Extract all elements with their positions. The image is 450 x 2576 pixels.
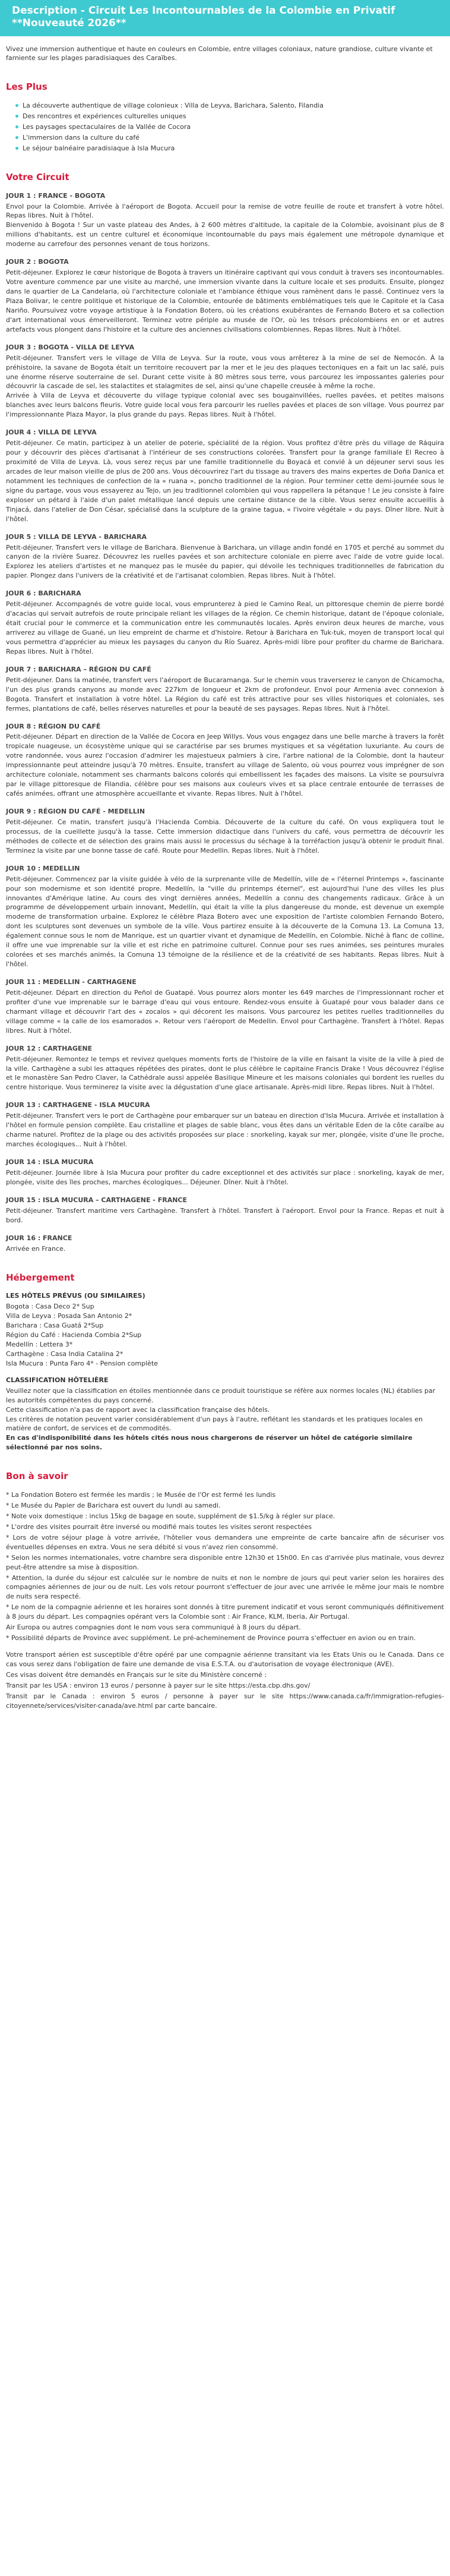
day-title: JOUR 3 : BOGOTA - VILLA DE LEYVA	[6, 343, 135, 351]
bon-line: * La Fondation Botero est fermée les mardis ; le Musée de l'Or est fermé les lundis	[6, 1491, 276, 1499]
day-block	[6, 864, 444, 969]
day-title: JOUR 4 : VILLA DE LEYVA	[6, 428, 97, 437]
plus-item: Le séjour balnéaire paradisiaque à Isla Mucura	[23, 144, 450, 153]
day-description: Petit-déjeuner. Commencez par la visite guidée à vélo de la surprenante ville de Medellín, ville de « l'éternel Printemps », fascinante pour son modernisme et son identité propre. Medellín, la "ville du printemps éternel", est aujourd'hui l'une des villes les plus innovantes d'Amérique latine. Au cours des vingt dernières années, Medellín a connu des changements radicaux. Grâce à un programme de développement urbain innovant, Medellín, qui était la ville la plus dangereuse du monde, est devenue un exemple moderne de transformation urbaine. Explorez le célèbre Plaza Botero avec une exposition de l'artiste colombien Fernando Botero, dont les sculptures sont devenues un symbole de la ville. Vous partirez ensuite à la découverte de la Comuna 13. La Comuna 13, également connue sous le nom de Manrique, est un quartier vivant et dynamique de Medellín, en Colombie. Niché à flanc de colline, il offre une vue imprenable sur la ville et est riche en patrimoine culturel. Connue pour ses rues animées, ses peintures murales colorées et ses marchés animés, la Comuna 13 témoigne de la résilience et de la créativité de ses habitants. Repas libres. Nuit à l'hôtel.	[6, 875, 444, 969]
day-block	[6, 1044, 444, 1093]
bon-line: * Possibilité départs de Province avec supplément. Le pré-acheminement de Province pourra s'effectuer en avion ou en train.	[6, 1634, 416, 1642]
hotel-line: Isla Mucura : Punta Faro 4* - Pension complète	[6, 1359, 159, 1367]
hotel-line: Carthagène : Casa India Catalina 2*	[6, 1350, 123, 1358]
hebergement-heading: Hébergement	[6, 1272, 75, 1283]
hotels-title: LES HÔTELS PRÉVUS (OU SIMILAIRES)	[6, 1292, 145, 1300]
day-title: JOUR 11 : MEDELLIN - CARTHAGENE	[6, 978, 137, 986]
day-block	[6, 1196, 444, 1225]
bon-paragraphs	[6, 1650, 444, 1711]
day-title: JOUR 1 : FRANCE - BOGOTA	[6, 191, 106, 200]
day-description: Petit-déjeuner. Départ en direction de la Vallée de Cocora en Jeep Willys. Vous vous engagez dans une belle marche à travers la forêt tropicale nuageuse, un écosystème unique qui se caractérise par ses brumes mystiques et sa végétation luxuriante. Au cours de votre randonnée, vous aurez l'occasion d'admirer les majestueux palmiers à cire, l'arbre national de la Colombie, dont la hauteur impressionnante peut atteindre jusqu'à 70 mètres. Ensuite, transfert au village de Salento, où vous pourrez vous imprégner de son architecture coloniale, notamment ses charmants balcons colorés qui embellissent les façades des maisons. La visite se poursuivra par le village pittoresque de Filandia, célèbre pour ses maisons aux couleurs vives et sa place centrale entourée de terrasses de cafés animées, offrant une atmosphère accueillante et vivante. Repas libres. Nuit à l'hôtel.	[6, 733, 444, 798]
page-title: Description - Circuit Les Incontournables de la Colombie en Privatif	[12, 5, 395, 17]
day-block	[6, 257, 444, 335]
day-description: Envol pour la Colombie. Arrivée à l'aéroport de Bogota. Accueil pour la remise de votre feuille de route et transfert à votre hôtel. Repas libres. Nuit à l'hôtel. Bienvenido à Bogota ! Sur un vaste plateau des Andes, à 2 600 mètres d'altitude, la capitale de la Colombie, avoisinant plus de 8 millions d'habitants, est un centre culturel et économique incontournable du pays mais également une métropole dynamique et moderne au carrefour des personnes venant de tous horizons.	[6, 202, 444, 248]
day-description: Petit-déjeuner. Ce matin, transfert jusqu'à l'Hacienda Combia. Découverte de la culture du café. On vous expliquera tout le processus, de la cueillette jusqu'à la tasse. Cette immersion didactique dans l'univers du café, vous permettra de découvrir les méthodes de collecte et de sélection des grains mais aussi le processus du séchage à la torréfaction jusqu'à obtenir le produit final. Terminez la visite par une bonne tasse de café. Route pour Medellin. Repas libres. Nuit à l'hôtel.	[6, 818, 444, 855]
day-block	[6, 343, 444, 420]
plus-item: L'immersion dans la culture du café	[23, 133, 450, 143]
day-block	[6, 978, 444, 1036]
bon-paragraph: Votre transport aérien est susceptible d'être opéré par une compagnie aérienne transitant via les Etats Unis ou le Canada. Dans ce cas vous serez dans l'obligation de faire une demande de visa E.S.T.A. ou d'autorisation de voyage électronique (AVE).	[6, 1651, 444, 1668]
day-block	[6, 722, 444, 799]
hotel-list	[6, 1302, 444, 1369]
day-description: Petit-déjeuner. Départ en direction du Peñol de Guatapé. Vous pourrez alors monter les 649 marches de l'impressionnant rocher et profiter d'une vue imprenable sur le barrage d'eau qui vous entoure. Rendez-vous ensuite à Guatapé pour vous balader dans ce charmant village et découvrir l'art des « zocalos » qui décorent les maisons. Vous parcourez les petites ruelles traditionnelles du village comme « la calle de los esamorados ». Retour vers l'aéroport de Medellin. Envol pour Carthagène. Transfert à l'hôtel. Repas libres. Nuit à l'hôtel.	[6, 988, 444, 1035]
bon-line: Air Europa ou autres compagnies dont le nom vous sera communiqué à 8 jours du départ.	[6, 1623, 301, 1632]
classification-line: Veuillez noter que la classification en étoiles mentionnée dans ce produit touristique se réfère aux normes locales (NL) établies par les autorités compétentes du pays concerné.	[6, 1386, 436, 1404]
day-title: JOUR 6 : BARICHARA	[6, 589, 81, 598]
bon-paragraph: Transit par les USA : environ 13 euros / personne à payer sur le site https://esta.cbp.dhs.gov/	[6, 1681, 310, 1689]
day-block	[6, 428, 444, 524]
day-block	[6, 1158, 444, 1187]
day-block	[6, 589, 444, 657]
classification-title: CLASSIFICATION HÔTELIÈRE	[6, 1376, 109, 1384]
bon-list	[6, 1490, 444, 1643]
day-block	[6, 1234, 444, 1254]
day-description: Petit-déjeuner. Ce matin, participez à un atelier de poterie, spécialité de la région. Vous profitez d'être près du village de Ráquira pour y découvrir des pièces d'artisanat à l'intérieur de ses constructions colorées. Transfert pour la grange familiale El Recreo à proximité de Villa de Leyva. Là, vous serez reçus par une famille traditionnelle du Boyacá et convié à un déjeuner servi sous les arcades de leur maison vieille de plus de 200 ans. Vous découvrirez l'art du tissage au travers des mains expertes de Doña Danica et notamment les techniques de confection de la « ruana », poncho traditionnel de la région. Pour terminer cette demi-journée sous le signe du partage, vous vous essayerez au Tejo, un jeu traditionnel colombien qui vous rappellera la pétanque ! Le jeu consiste à faire exploser un pétard à l'aide d'un palet métallique lancé depuis une certaine distance de la cible. Vous serez ensuite accueillis à Tinjacá, dans l'atelier de Don César, spécialisé dans la sculpture de la graine tagua, « l'ivoire végétale » du pays. Dîner libre. Nuit à l'hôtel.	[6, 439, 444, 523]
day-block	[6, 1101, 444, 1149]
page-subtitle: **Nouveauté 2026**	[12, 17, 126, 30]
day-title: JOUR 13 : CARTHAGENE - ISLA MUCURA	[6, 1101, 150, 1109]
day-block	[6, 191, 444, 250]
day-description: Petit-déjeuner. Dans la matinée, transfert vers l'aéroport de Bucaramanga. Sur le chemin vous traverserez le canyon de Chicamocha, l'un des plus grands canyons au monde avec 227km de longueur et 2km de profondeur. Envol pour Armenia avec connexion à Bogota. Transfert et installation à votre hôtel. La Région du café est très attractive pour ses villes historiques et coloniales, ses fermes, plantations de café, belles réserves naturelles et pour la beauté de ses paysages. Repas libres. Nuit à l'hôtel.	[6, 676, 444, 712]
day-block	[6, 807, 444, 856]
classification-line: Les critères de notation peuvent varier considérablement d'un pays à l'autre, reflétant les standards et les pratiques locales en matière de confort, de services et de commodités.	[6, 1415, 423, 1433]
availability-note: En cas d'indisponibilité dans les hôtels cités nous nous chargerons de réserver un hôtel de catégorie similaire sélectionné par nos soins.	[6, 1434, 413, 1452]
bon-paragraph: Transit par le Canada : environ 5 euros / personne à payer sur le site https://www.canada.ca/fr/immigration-refugies-citoyennete/services/visiter-canada/ave.html par carte bancaire.	[6, 1692, 444, 1710]
bon-line: * Le nom de la compagnie aérienne et les horaires sont donnés à titre purement indicatif et vous seront communiqués définitivement à 8 jours du départ. Les compagnies opérant vers la Colombie sont : Air France, KLM, Iberia, Air Portugal.	[6, 1603, 444, 1621]
plus-item: Des rencontres et expériences culturelles uniques	[23, 112, 450, 121]
day-block	[6, 532, 444, 581]
day-title: JOUR 7 : BARICHARA – RÉGION DU CAFÉ	[6, 665, 151, 673]
hotel-line: Région du Café : Hacienda Combia 2*Sup	[6, 1331, 142, 1339]
title-bar	[0, 0, 450, 36]
bon-line: * Selon les normes internationales, votre chambre sera disponible entre 12h30 et 15h00. En cas d'arrivée plus matinale, vous devrez peut-être attendre sa mise à disposition.	[6, 1553, 444, 1571]
bon-line: * Note voix domestique : inclus 15kg de bagage en soute, supplément de $1.5/kg à régler sur place.	[6, 1512, 335, 1520]
intro-text: Vivez une immersion authentique et haute en couleurs en Colombie, entre villages coloniaux, nature grandiose, culture vivante et farniente sur les plages paradisiaques des Caraïbes.	[6, 45, 433, 62]
circuit-heading: Votre Circuit	[6, 171, 69, 182]
plus-item: La découverte authentique de village colonieux : Villa de Leyva, Barichara, Salento, Filandia	[23, 101, 450, 111]
day-description: Petit-déjeuner. Transfert vers le village de Villa de Leyva. Sur la route, vous vous arrêterez à la mine de sel de Nemocón. À la préhistoire, la savane de Bogota était un territoire recouvert par la mer et le jeu des plaques tectoniques en a fait un lac salé, puis une énorme réserve souterraine de sel. Durant cette visite à 80 mètres sous terre, vous parcourez les impossantes galeries pour découvrir la cascade de sel, les stalactites et stalagmites de sel, ainsi qu'une chapelle creusée à même la roche. Arrivée à Villa de Leyva et découverte du village typique colonial avec ses bougainvillées, ruelles pavées, et petites maisons blanches avec leurs balcons fleuris. Votre guide local vous fera parcourir les ruelles pavées et places de son village. Vous pourrez par l'impressionnante Plaza Mayor, la plus grande du pays. Repas libres. Nuit à l'hôtel.	[6, 354, 444, 419]
hotels-section	[6, 1291, 444, 1452]
day-title: JOUR 2 : BOGOTA	[6, 258, 69, 266]
bon-line: * Lors de votre séjour plage à votre arrivée, l'hôtelier vous demandera une empreinte de carte bancaire afin de sécuriser vos éventuelles dépenses en extra. Vous ne sera débité si vous n'avez rien consommé.	[6, 1533, 444, 1551]
plus-item: Les paysages spectaculaires de la Vallée de Cocora	[23, 122, 450, 132]
day-description: Petit-déjeuner. Accompagnés de votre guide local, vous emprunterez à pied le Camino Real, un pittoresque chemin de pierre bordé d'acacias qui servait autrefois de route principale reliant les villages de la région. Ce chemin historique, datant de l'époque coloniale, était crucial pour le commerce et la communication entre les communautés locales. Après environ deux heures de marche, vous arriverez au village de Guané, un lieu empreint de charme et d'histoire. Retour à Barichara en Tuk-tuk, moyen de transport local qui vous permettra d'apprécier au mieux les paysages du canyon du Río Suarez. Après-midi libre pour profiter du charme de Barichara. Repas libres. Nuit à l'hôtel.	[6, 600, 444, 655]
day-title: JOUR 16 : FRANCE	[6, 1234, 72, 1242]
day-title: JOUR 5 : VILLA DE LEYVA - BARICHARA	[6, 532, 147, 541]
classification-list	[6, 1386, 444, 1434]
bon-heading: Bon à savoir	[6, 1471, 68, 1482]
days-list	[0, 191, 450, 1254]
day-title: JOUR 10 : MEDELLIN	[6, 864, 80, 872]
day-description: Petit-déjeuner. Journée libre à Isla Mucura pour profiter du cadre exceptionnel et des activités sur place : snorkeling, kayak de mer, plongée, visite des îles proches, marches écologiques... Déjeuner. Dîner. Nuit à l'hôtel.	[6, 1168, 444, 1186]
bon-line: * Attention, la durée du séjour est calculée sur le nombre de nuits et non le nombre de jours qui peut varier selon les horaires des compagnies aériennes de jour ou de nuit. Les vols retour pourront s'effectuer de jour avec une arrivée le même jour mais le nombre de nuits sera respecté.	[6, 1574, 444, 1601]
day-description: Petit-déjeuner. Transfert maritime vers Carthagène. Transfert à l'hôtel. Transfert à l'aéroport. Envol pour la France. Repas et nuit à bord.	[6, 1206, 444, 1224]
bon-section	[6, 1490, 444, 1711]
bon-line: * Le Musée du Papier de Barichara est ouvert du lundi au samedi.	[6, 1501, 221, 1509]
hotel-line: Medellín : Lettera 3*	[6, 1340, 73, 1348]
day-description: Arrivée en France.	[6, 1244, 66, 1253]
bon-line: * L'ordre des visites pourrait être inversé ou modifié mais toutes les visites seront respectées	[6, 1522, 312, 1531]
bon-paragraph: Ces visas doivent être demandés en Français sur le site du Ministère concerné :	[6, 1670, 267, 1679]
day-title: JOUR 15 : ISLA MUCURA – CARTHAGENE - FRANCE	[6, 1196, 187, 1204]
plus-heading: Les Plus	[6, 81, 47, 93]
day-title: JOUR 12 : CARTHAGENE	[6, 1044, 93, 1052]
plus-list	[0, 101, 450, 153]
hotel-line: Villa de Leyva : Posada San Antonio 2*	[6, 1312, 132, 1320]
day-description: Petit-déjeuner. Transfert vers le port de Carthagène pour embarquer sur un bateau en direction d'Isla Mucura. Arrivée et installation à l'hôtel en formule pension complète. Eau cristalline et plages de sable blanc, vous êtes dans un véritable Eden de la côte caraïbe au charme naturel. Profitez de la plage ou des activités proposées sur place : snorkeling, kayak sur mer, plongée, visite d'une île proche, marches écologiques... Nuit à l'hôtel.	[6, 1112, 444, 1149]
day-description: Petit-déjeuner. Explorez le cœur historique de Bogota à travers un itinéraire captivant qui vous conduit à travers ses incontournables. Votre aventure commence par une visite au marché, une immersion vivante dans la culture locale et ses produits. Ensuite, plongez dans le quartier de La Candelaria, où l'architecture coloniale et l'ambiance éthique vous ramènent dans le passé. Continuez vers la Plaza Bolivar, le centre politique et historique de la Colombie, entourée de bâtiments emblématiques tels que le Capitole et la Casa Nariño. Poursuivez votre voyage artistique à la Fondation Botero, où les créations exubérantes de Fernando Botero et sa collection d'art international vous émerveilleront. Terminez votre périple au musée de l'Or, où les trésors précolombiens en or et autres artefacts vous plongent dans l'histoire et la culture des anciennes civilisations colombiennes. Repas libres. Nuit à l'hôtel.	[6, 269, 444, 333]
day-title: JOUR 9 : RÉGION DU CAFÉ - MEDELLIN	[6, 808, 145, 815]
hotel-line: Bogota : Casa Deco 2* Sup	[6, 1303, 94, 1311]
day-description: Petit-déjeuner. Remontez le temps et revivez quelques moments forts de l'histoire de la ville en faisant la visite de la ville à pied de la ville. Carthagène a subi les attaques répétées des pirates, dont le plus célèbre le capitaine Francis Drake ! Vous découvrez l'église et le monastère San Pedro Claver, la Cathédrale aussi appelée Basilique Mineure et les maisons coloniales qui bordent les ruelles du centre historique. Vous terminerez la visite avec la dégustation d'une glace artisanale. Après-midi libre. Repas libres. Nuit à l'hôtel.	[6, 1055, 444, 1092]
day-title: JOUR 8 : RÉGION DU CAFÉ	[6, 722, 101, 730]
day-title: JOUR 14 : ISLA MUCURA	[6, 1158, 94, 1166]
day-block	[6, 665, 444, 714]
hotel-line: Barichara : Casa Guatá 2*Sup	[6, 1322, 104, 1330]
classification-line: Cette classification n'a pas de rapport avec la classification française des hôtels.	[6, 1405, 270, 1414]
day-description: Petit-déjeuner. Transfert vers le village de Barichara. Bienvenue à Barichara, un village andin fondé en 1705 et perché au sommet du canyon de la rivière Suarez. Découvrez les ruelles pavées et son architecture coloniale en pierre avec l'aide de votre guide local. Explorez les ateliers d'artistes et ne manquez pas le musée du papier, qui dévoile les techniques traditionnelles de fabrication du papier. Plongez dans l'univers de la créativité et de l'artisanat colombien. Repas libres. Nuit à l'hôtel.	[6, 543, 444, 580]
